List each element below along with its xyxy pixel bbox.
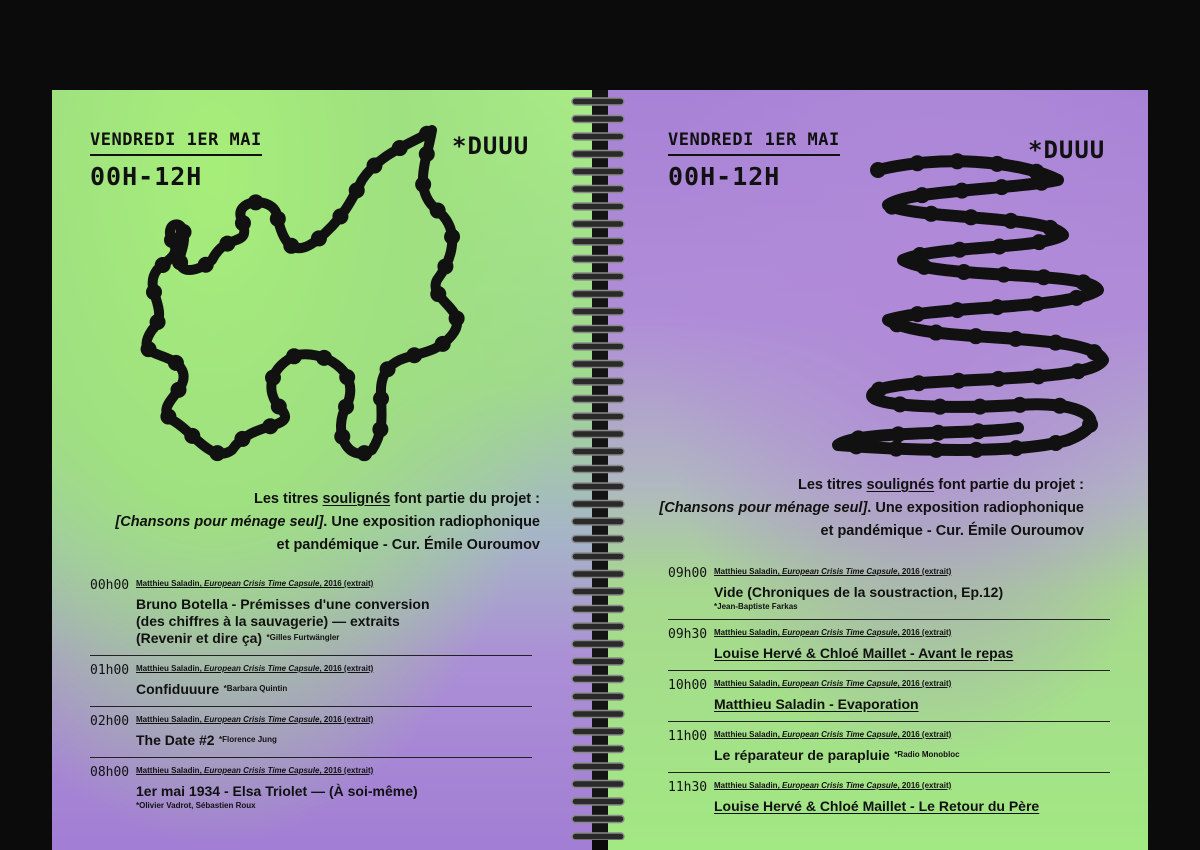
blob-dot bbox=[265, 370, 281, 386]
blob-dot bbox=[963, 209, 979, 225]
spiral-ring bbox=[572, 553, 624, 560]
blob-dot bbox=[334, 429, 350, 445]
blob-dot bbox=[916, 259, 932, 275]
slot-credit: Matthieu Saladin, European Crisis Time Capsule, 2016 (extrait) bbox=[714, 781, 952, 790]
spiral-ring bbox=[572, 168, 624, 175]
track-title: 1er mai 1934 - Elsa Triolet — (À soi-même) bbox=[136, 783, 418, 799]
blob-dot bbox=[950, 373, 966, 389]
blob-dot bbox=[1082, 417, 1098, 433]
blob-dot bbox=[928, 442, 944, 458]
blob-dot bbox=[892, 396, 908, 412]
blob-dot bbox=[332, 208, 348, 224]
blob-dot bbox=[184, 428, 200, 444]
intro-text: Les titres soulignés font partie du projet : [Chansons pour ménage seul]. Une exposition radiophonique et pandémique - Cur. Émile Ouroumov bbox=[659, 477, 1084, 539]
spiral-ring bbox=[572, 378, 624, 385]
blob-dot bbox=[430, 203, 446, 219]
slot-time: 08h00 bbox=[90, 765, 130, 780]
blob-dot bbox=[170, 382, 186, 398]
blob-dot bbox=[1075, 274, 1091, 290]
track-title: The Date #2 bbox=[136, 732, 215, 748]
project-title: [Chansons pour ménage seul] bbox=[115, 514, 324, 530]
blob-dot bbox=[160, 409, 176, 425]
slot-time: 10h00 bbox=[668, 678, 708, 693]
blob-dot bbox=[991, 239, 1007, 255]
blob-dot bbox=[435, 336, 451, 352]
spiral-ring bbox=[572, 98, 624, 105]
blob-dot bbox=[283, 238, 299, 254]
blob-dot bbox=[871, 382, 887, 398]
track-contributor: *Gilles Furtwängler bbox=[266, 633, 340, 642]
blob-dot bbox=[1070, 363, 1086, 379]
blob-dot bbox=[349, 182, 365, 198]
programme-list-right bbox=[668, 566, 1110, 830]
blob-dot bbox=[419, 146, 435, 162]
blob-dot bbox=[168, 355, 184, 371]
blob-dot bbox=[406, 347, 422, 363]
left-page bbox=[52, 90, 592, 850]
programme-slot bbox=[668, 780, 1110, 823]
spiral-ring bbox=[572, 291, 624, 298]
project-title: [Chansons pour ménage seul] bbox=[659, 500, 868, 516]
spiral-ring bbox=[572, 676, 624, 683]
blob-dot bbox=[430, 286, 446, 302]
spiral-ring bbox=[572, 501, 624, 508]
slot-credit: Matthieu Saladin, European Crisis Time Capsule, 2016 (extrait) bbox=[714, 628, 952, 637]
spiral-ring bbox=[572, 186, 624, 193]
blob-dot bbox=[932, 399, 948, 415]
blob-dot bbox=[954, 183, 970, 199]
spiral-ring bbox=[572, 746, 624, 753]
blob-dot bbox=[209, 445, 225, 461]
track-title: Le réparateur de parapluie bbox=[714, 747, 890, 763]
blob-dot bbox=[270, 211, 286, 227]
spiral-ring bbox=[572, 448, 624, 455]
blob-dot bbox=[930, 425, 946, 441]
blob-dot bbox=[392, 140, 408, 156]
blob-dot bbox=[909, 306, 925, 322]
blob-dot bbox=[1003, 213, 1019, 229]
track-title: Matthieu Saladin - Evaporation bbox=[714, 696, 919, 712]
blob-dot bbox=[956, 264, 972, 280]
spiral-ring bbox=[572, 238, 624, 245]
spiral-ring bbox=[572, 308, 624, 315]
programme-slot bbox=[90, 578, 532, 656]
blob-dot bbox=[316, 350, 332, 366]
blob-drawing bbox=[132, 120, 492, 480]
header-tag: *DUUU bbox=[452, 132, 530, 160]
track-contributor: *Jean-Baptiste Farkas bbox=[714, 602, 798, 611]
blob-dot bbox=[219, 236, 235, 252]
slot-credit: Matthieu Saladin, European Crisis Time Capsule, 2016 (extrait) bbox=[714, 679, 952, 688]
spiral-ring bbox=[572, 466, 624, 473]
blob-dot bbox=[286, 348, 302, 364]
track-contributor: *Florence Jung bbox=[219, 735, 277, 744]
spiral-ring bbox=[572, 151, 624, 158]
header-day: VENDREDI 1ER MAI bbox=[90, 130, 262, 156]
slot-credit: Matthieu Saladin, European Crisis Time Capsule, 2016 (extrait) bbox=[714, 567, 952, 576]
blob-dot bbox=[1012, 397, 1028, 413]
spiral-ring bbox=[572, 256, 624, 263]
blob-dot bbox=[949, 302, 965, 318]
programme-slot bbox=[90, 765, 532, 818]
blob-dot bbox=[1029, 296, 1045, 312]
spiral-ring bbox=[572, 133, 624, 140]
blob-dot bbox=[914, 187, 930, 203]
spiral-ring bbox=[572, 658, 624, 665]
slot-time: 00h00 bbox=[90, 578, 130, 593]
intro-text: Les titres soulignés font partie du projet : [Chansons pour ménage seul]. Une exposition radiophonique et pandémique - Cur. Émile Ouroumov bbox=[115, 491, 540, 553]
programme-slot bbox=[668, 678, 1110, 722]
spiral-ring bbox=[572, 116, 624, 123]
blob-dot bbox=[1048, 335, 1064, 351]
blob-dot bbox=[909, 155, 925, 171]
blob-dot bbox=[996, 267, 1012, 283]
header-tag: *DUUU bbox=[1028, 136, 1106, 164]
blob-dot bbox=[338, 399, 354, 415]
blob-dot bbox=[444, 229, 460, 245]
spiral-ring bbox=[572, 728, 624, 735]
blob-dot bbox=[419, 126, 435, 142]
blob-dot bbox=[235, 215, 251, 231]
spiral-ring bbox=[572, 798, 624, 805]
blob-dot bbox=[1036, 269, 1052, 285]
blob-dot bbox=[367, 158, 383, 174]
spiral-ring bbox=[572, 396, 624, 403]
blob-dot bbox=[890, 426, 906, 442]
slot-credit: Matthieu Saladin, European Crisis Time Capsule, 2016 (extrait) bbox=[136, 664, 374, 673]
blob-drawing bbox=[818, 150, 1118, 470]
blob-dot bbox=[989, 156, 1005, 172]
blob-dot bbox=[415, 176, 431, 192]
blob-dot bbox=[311, 230, 327, 246]
track-contributor: *Radio Monobloc bbox=[894, 750, 960, 759]
blob-dot bbox=[870, 162, 886, 178]
spiral-ring bbox=[572, 203, 624, 210]
spiral-ring bbox=[572, 711, 624, 718]
spiral-ring bbox=[572, 763, 624, 770]
spiral-ring bbox=[572, 536, 624, 543]
blob-dot bbox=[262, 418, 278, 434]
programme-slot bbox=[668, 566, 1110, 620]
programme-slot bbox=[668, 627, 1110, 671]
blob-dot bbox=[889, 316, 905, 332]
track-title: (Revenir et dire ça) bbox=[136, 630, 263, 646]
blob-dot bbox=[1030, 368, 1046, 384]
blob-dot bbox=[994, 179, 1010, 195]
spiral-ring bbox=[572, 606, 624, 613]
blob-dot bbox=[1031, 234, 1047, 250]
spiral-ring bbox=[572, 343, 624, 350]
blob-dot bbox=[141, 341, 157, 357]
spiral-ring bbox=[572, 641, 624, 648]
underlined-word: soulignés bbox=[866, 477, 935, 493]
blob-dot bbox=[949, 153, 965, 169]
blob-dot bbox=[449, 310, 465, 326]
slot-credit: Matthieu Saladin, European Crisis Time Capsule, 2016 (extrait) bbox=[136, 766, 374, 775]
header-time: 00H-12H bbox=[668, 162, 781, 191]
slot-time: 09h30 bbox=[668, 627, 708, 642]
blob-dot bbox=[234, 431, 250, 447]
blob-dot bbox=[437, 258, 453, 274]
programme-slot bbox=[90, 714, 532, 758]
track-title: Vide (Chroniques de la soustraction, Ep.12) bbox=[714, 584, 1004, 600]
spiral-ring bbox=[572, 693, 624, 700]
track-title: Louise Hervé & Chloé Maillet - Le Retour du Père bbox=[714, 798, 1040, 814]
blob-dot bbox=[1086, 344, 1102, 360]
blob-dot bbox=[888, 441, 904, 457]
slot-time: 02h00 bbox=[90, 714, 130, 729]
spiral-ring bbox=[572, 361, 624, 368]
programme-slot bbox=[668, 729, 1110, 773]
header-time: 00H-12H bbox=[90, 162, 203, 191]
blob-dot bbox=[1008, 331, 1024, 347]
blob-dot bbox=[884, 199, 900, 215]
spiral-ring bbox=[572, 221, 624, 228]
slot-time: 11h30 bbox=[668, 780, 708, 795]
spiral-ring bbox=[572, 623, 624, 630]
slot-credit: Matthieu Saladin, European Crisis Time Capsule, 2016 (extrait) bbox=[714, 730, 952, 739]
spiral-ring bbox=[572, 571, 624, 578]
track-title: Bruno Botella - Prémisses d'une conversion bbox=[136, 596, 430, 612]
slot-time: 11h00 bbox=[668, 729, 708, 744]
spiral-ring bbox=[572, 588, 624, 595]
programme-slot bbox=[90, 663, 532, 707]
programme-list-left bbox=[90, 578, 532, 825]
blob-dot bbox=[968, 328, 984, 344]
blob-dot bbox=[1008, 440, 1024, 456]
blob-dot bbox=[356, 445, 372, 461]
spiral-ring bbox=[572, 833, 624, 840]
spiral-ring bbox=[572, 326, 624, 333]
spiral-binding bbox=[566, 88, 630, 840]
blob-dot bbox=[923, 206, 939, 222]
slot-time: 09h00 bbox=[668, 566, 708, 581]
spiral-ring bbox=[572, 413, 624, 420]
spiral-ring bbox=[572, 431, 624, 438]
blob-dot bbox=[989, 299, 1005, 315]
blob-dot bbox=[248, 194, 264, 210]
blob-dot bbox=[970, 423, 986, 439]
track-title: Louise Hervé & Chloé Maillet - Avant le repas bbox=[714, 645, 1014, 661]
blob-dot bbox=[968, 442, 984, 458]
blob-dot bbox=[850, 430, 866, 446]
spiral-ring bbox=[572, 816, 624, 823]
blob-dot bbox=[972, 399, 988, 415]
blob-dot bbox=[155, 257, 171, 273]
blob-dot bbox=[1068, 290, 1084, 306]
blob-dot bbox=[951, 242, 967, 258]
track-contributor: *Barbara Quintin bbox=[223, 684, 288, 693]
blob-dot bbox=[1048, 435, 1064, 451]
blob-dot bbox=[928, 325, 944, 341]
underlined-word: soulignés bbox=[322, 491, 391, 507]
blob-dot bbox=[911, 375, 927, 391]
spiral-ring bbox=[572, 518, 624, 525]
right-page bbox=[608, 90, 1148, 850]
slot-time: 01h00 bbox=[90, 663, 130, 678]
blob-dot bbox=[372, 421, 388, 437]
spiral-ring bbox=[572, 781, 624, 788]
header-day: VENDREDI 1ER MAI bbox=[668, 130, 840, 156]
spiral-ring bbox=[572, 483, 624, 490]
track-title: Confiduuure bbox=[136, 681, 220, 697]
slot-credit: Matthieu Saladin, European Crisis Time Capsule, 2016 (extrait) bbox=[136, 715, 374, 724]
blob-dot bbox=[150, 314, 166, 330]
blob-dot bbox=[271, 398, 287, 414]
track-contributor: *Olivier Vadrot, Sébastien Roux bbox=[136, 801, 256, 810]
blob-dot bbox=[380, 361, 396, 377]
spiral-ring bbox=[572, 273, 624, 280]
track-title: (des chiffres à la sauvagerie) — extraits bbox=[136, 613, 400, 629]
blob-dot bbox=[373, 391, 389, 407]
blob-dot bbox=[339, 369, 355, 385]
blob-dot bbox=[1052, 398, 1068, 414]
blob-dot bbox=[172, 254, 188, 270]
blob-dot bbox=[990, 371, 1006, 387]
blob-dot bbox=[1042, 220, 1058, 236]
slot-credit: Matthieu Saladin, European Crisis Time Capsule, 2016 (extrait) bbox=[136, 579, 374, 588]
blob-dot bbox=[176, 224, 192, 240]
blob-dot bbox=[146, 284, 162, 300]
blob-dot bbox=[198, 257, 214, 273]
blob-dot bbox=[1033, 175, 1049, 191]
